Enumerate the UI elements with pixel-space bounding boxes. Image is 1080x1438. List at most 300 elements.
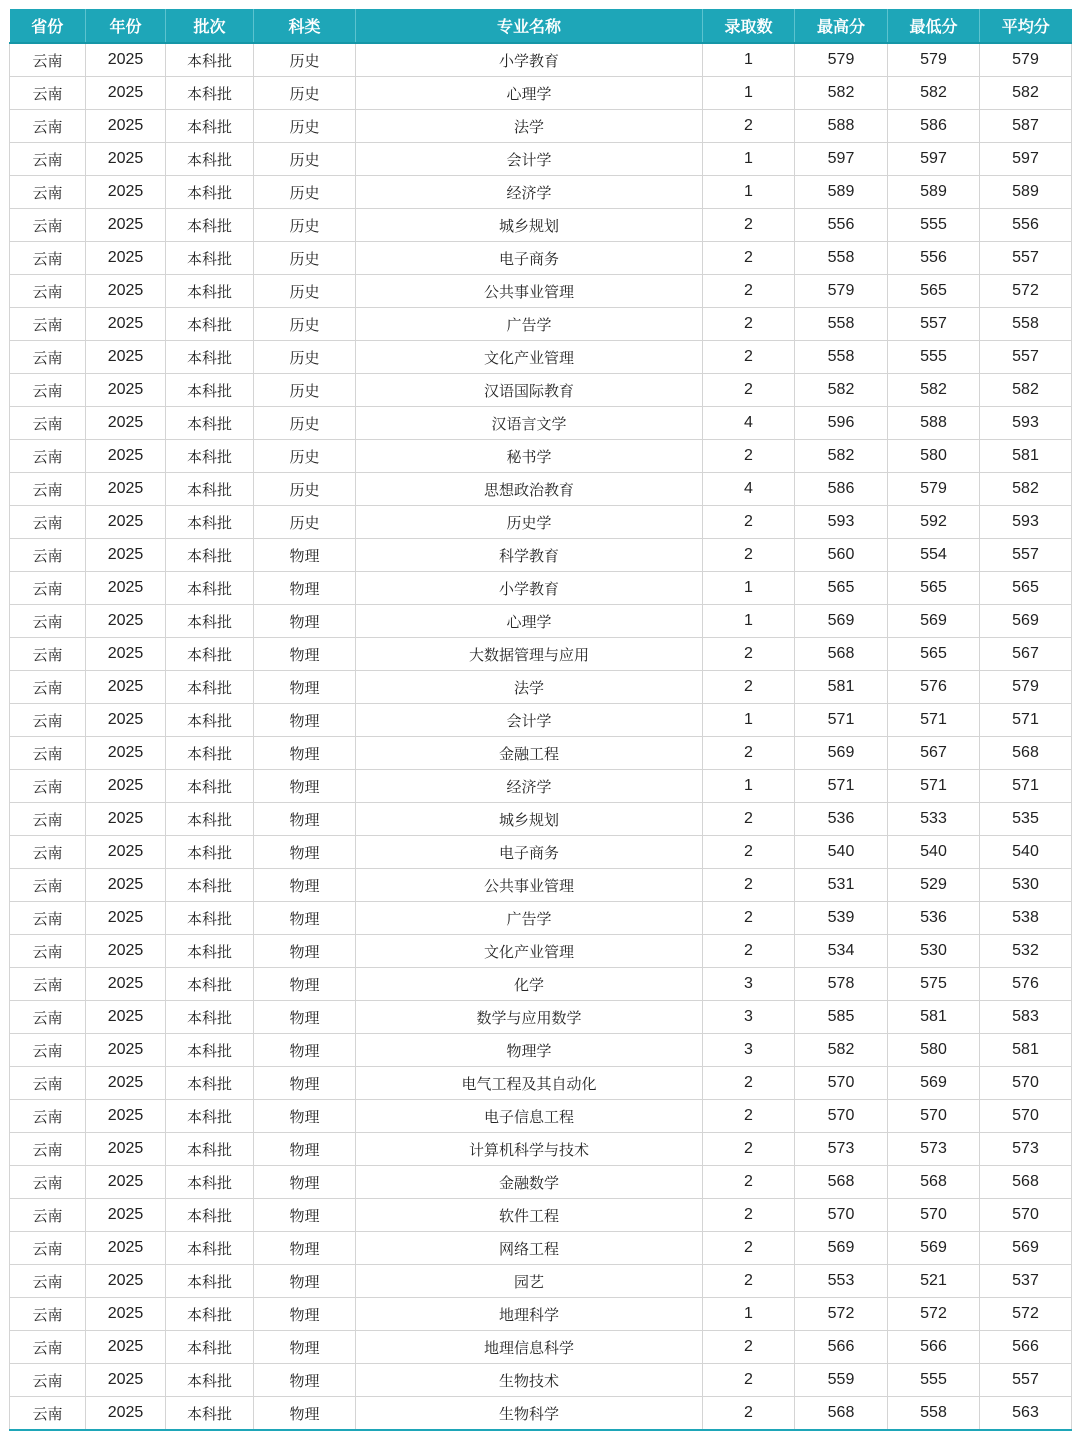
- cell-subject-type: 历史: [254, 407, 356, 440]
- cell-year: 2025: [86, 209, 166, 242]
- cell-subject-type: 物理: [254, 1397, 356, 1431]
- cell-avg-score: 532: [980, 935, 1072, 968]
- cell-batch: 本科批: [166, 110, 254, 143]
- cell-min-score: 554: [888, 539, 980, 572]
- table-row[interactable]: [10, 242, 1072, 275]
- table-row[interactable]: [10, 1067, 1072, 1100]
- table-row[interactable]: [10, 1397, 1072, 1431]
- cell-max-score: 581: [795, 671, 888, 704]
- table-row[interactable]: [10, 1001, 1072, 1034]
- cell-major-name: 广告学: [356, 308, 703, 341]
- cell-province: 云南: [10, 1067, 86, 1100]
- cell-avg-score: 571: [980, 770, 1072, 803]
- table-row[interactable]: [10, 1034, 1072, 1067]
- cell-major-name: 园艺: [356, 1265, 703, 1298]
- cell-batch: 本科批: [166, 1133, 254, 1166]
- cell-admitted-count: 2: [703, 1067, 795, 1100]
- table-row[interactable]: [10, 77, 1072, 110]
- cell-min-score: 580: [888, 1034, 980, 1067]
- header-year[interactable]: 年份: [86, 9, 166, 43]
- cell-province: 云南: [10, 1034, 86, 1067]
- cell-major-name: 地理信息科学: [356, 1331, 703, 1364]
- cell-batch: 本科批: [166, 572, 254, 605]
- cell-avg-score: 569: [980, 1232, 1072, 1265]
- table-row[interactable]: [10, 1199, 1072, 1232]
- table-row[interactable]: [10, 209, 1072, 242]
- cell-max-score: 553: [795, 1265, 888, 1298]
- cell-major-name: 数学与应用数学: [356, 1001, 703, 1034]
- cell-batch: 本科批: [166, 143, 254, 176]
- cell-province: 云南: [10, 1199, 86, 1232]
- cell-admitted-count: 2: [703, 638, 795, 671]
- cell-avg-score: 572: [980, 1298, 1072, 1331]
- cell-province: 云南: [10, 308, 86, 341]
- cell-max-score: 531: [795, 869, 888, 902]
- cell-max-score: 570: [795, 1100, 888, 1133]
- cell-admitted-count: 1: [703, 572, 795, 605]
- cell-subject-type: 物理: [254, 572, 356, 605]
- cell-min-score: 555: [888, 341, 980, 374]
- cell-avg-score: 570: [980, 1199, 1072, 1232]
- cell-min-score: 567: [888, 737, 980, 770]
- table-row[interactable]: [10, 1100, 1072, 1133]
- cell-province: 云南: [10, 1133, 86, 1166]
- cell-subject-type: 物理: [254, 737, 356, 770]
- cell-batch: 本科批: [166, 902, 254, 935]
- cell-year: 2025: [86, 1397, 166, 1431]
- cell-year: 2025: [86, 968, 166, 1001]
- cell-avg-score: 556: [980, 209, 1072, 242]
- cell-year: 2025: [86, 1199, 166, 1232]
- cell-batch: 本科批: [166, 704, 254, 737]
- cell-major-name: 金融工程: [356, 737, 703, 770]
- table-row[interactable]: [10, 572, 1072, 605]
- table-row[interactable]: [10, 341, 1072, 374]
- cell-province: 云南: [10, 1364, 86, 1397]
- cell-avg-score: 582: [980, 473, 1072, 506]
- cell-subject-type: 历史: [254, 473, 356, 506]
- cell-year: 2025: [86, 803, 166, 836]
- cell-subject-type: 历史: [254, 506, 356, 539]
- cell-year: 2025: [86, 143, 166, 176]
- cell-major-name: 网络工程: [356, 1232, 703, 1265]
- table-row[interactable]: [10, 506, 1072, 539]
- header-admitted-count[interactable]: 录取数: [703, 9, 795, 43]
- cell-admitted-count: 2: [703, 275, 795, 308]
- cell-max-score: 568: [795, 1397, 888, 1431]
- cell-max-score: 540: [795, 836, 888, 869]
- cell-major-name: 生物科学: [356, 1397, 703, 1431]
- table-row[interactable]: [10, 176, 1072, 209]
- cell-subject-type: 历史: [254, 374, 356, 407]
- table-row[interactable]: [10, 374, 1072, 407]
- cell-year: 2025: [86, 1265, 166, 1298]
- table-row[interactable]: [10, 1232, 1072, 1265]
- cell-admitted-count: 1: [703, 770, 795, 803]
- cell-max-score: 536: [795, 803, 888, 836]
- cell-max-score: 596: [795, 407, 888, 440]
- cell-min-score: 571: [888, 704, 980, 737]
- cell-province: 云南: [10, 902, 86, 935]
- cell-province: 云南: [10, 605, 86, 638]
- cell-min-score: 570: [888, 1199, 980, 1232]
- cell-subject-type: 物理: [254, 1166, 356, 1199]
- cell-major-name: 电气工程及其自动化: [356, 1067, 703, 1100]
- cell-batch: 本科批: [166, 374, 254, 407]
- cell-max-score: 579: [795, 43, 888, 77]
- cell-year: 2025: [86, 374, 166, 407]
- cell-year: 2025: [86, 539, 166, 572]
- cell-major-name: 化学: [356, 968, 703, 1001]
- admission-score-table-container: [9, 9, 1071, 1431]
- table-row[interactable]: [10, 473, 1072, 506]
- cell-province: 云南: [10, 1001, 86, 1034]
- cell-subject-type: 物理: [254, 902, 356, 935]
- cell-major-name: 思想政治教育: [356, 473, 703, 506]
- cell-major-name: 会计学: [356, 143, 703, 176]
- cell-max-score: 582: [795, 77, 888, 110]
- cell-subject-type: 物理: [254, 935, 356, 968]
- table-row[interactable]: [10, 440, 1072, 473]
- table-row[interactable]: [10, 143, 1072, 176]
- cell-major-name: 经济学: [356, 176, 703, 209]
- cell-subject-type: 物理: [254, 803, 356, 836]
- cell-admitted-count: 1: [703, 605, 795, 638]
- cell-avg-score: 568: [980, 737, 1072, 770]
- cell-min-score: 572: [888, 1298, 980, 1331]
- cell-min-score: 582: [888, 77, 980, 110]
- cell-batch: 本科批: [166, 935, 254, 968]
- cell-major-name: 经济学: [356, 770, 703, 803]
- cell-avg-score: 571: [980, 704, 1072, 737]
- cell-province: 云南: [10, 704, 86, 737]
- cell-major-name: 文化产业管理: [356, 935, 703, 968]
- cell-major-name: 汉语言文学: [356, 407, 703, 440]
- cell-batch: 本科批: [166, 1001, 254, 1034]
- cell-subject-type: 历史: [254, 176, 356, 209]
- cell-year: 2025: [86, 1298, 166, 1331]
- cell-admitted-count: 1: [703, 176, 795, 209]
- cell-major-name: 地理科学: [356, 1298, 703, 1331]
- cell-avg-score: 579: [980, 671, 1072, 704]
- cell-major-name: 秘书学: [356, 440, 703, 473]
- cell-year: 2025: [86, 1034, 166, 1067]
- cell-admitted-count: 3: [703, 968, 795, 1001]
- cell-admitted-count: 2: [703, 935, 795, 968]
- cell-batch: 本科批: [166, 671, 254, 704]
- table-row[interactable]: [10, 539, 1072, 572]
- cell-admitted-count: 2: [703, 1100, 795, 1133]
- cell-year: 2025: [86, 1364, 166, 1397]
- cell-province: 云南: [10, 539, 86, 572]
- cell-max-score: 578: [795, 968, 888, 1001]
- cell-max-score: 582: [795, 440, 888, 473]
- cell-admitted-count: 1: [703, 704, 795, 737]
- cell-batch: 本科批: [166, 605, 254, 638]
- cell-year: 2025: [86, 638, 166, 671]
- cell-max-score: 556: [795, 209, 888, 242]
- cell-max-score: 568: [795, 1166, 888, 1199]
- cell-batch: 本科批: [166, 836, 254, 869]
- cell-min-score: 565: [888, 638, 980, 671]
- cell-avg-score: 557: [980, 1364, 1072, 1397]
- table-row[interactable]: [10, 110, 1072, 143]
- table-row[interactable]: [10, 407, 1072, 440]
- cell-year: 2025: [86, 671, 166, 704]
- header-avg-score[interactable]: 平均分: [980, 9, 1072, 43]
- table-row[interactable]: [10, 43, 1072, 77]
- header-max-score[interactable]: 最高分: [795, 9, 888, 43]
- cell-subject-type: 历史: [254, 143, 356, 176]
- cell-avg-score: 569: [980, 605, 1072, 638]
- cell-year: 2025: [86, 704, 166, 737]
- cell-avg-score: 537: [980, 1265, 1072, 1298]
- cell-province: 云南: [10, 407, 86, 440]
- cell-admitted-count: 2: [703, 1364, 795, 1397]
- cell-year: 2025: [86, 572, 166, 605]
- cell-province: 云南: [10, 143, 86, 176]
- cell-major-name: 计算机科学与技术: [356, 1133, 703, 1166]
- cell-avg-score: 565: [980, 572, 1072, 605]
- cell-max-score: 558: [795, 341, 888, 374]
- cell-batch: 本科批: [166, 341, 254, 374]
- cell-admitted-count: 2: [703, 737, 795, 770]
- table-row[interactable]: [10, 1364, 1072, 1397]
- cell-subject-type: 历史: [254, 341, 356, 374]
- cell-admitted-count: 3: [703, 1034, 795, 1067]
- cell-province: 云南: [10, 1265, 86, 1298]
- cell-max-score: 569: [795, 605, 888, 638]
- cell-major-name: 公共事业管理: [356, 275, 703, 308]
- table-row[interactable]: [10, 836, 1072, 869]
- table-row[interactable]: [10, 935, 1072, 968]
- cell-avg-score: 579: [980, 43, 1072, 77]
- cell-subject-type: 历史: [254, 308, 356, 341]
- header-major-name[interactable]: 专业名称: [356, 9, 703, 43]
- cell-province: 云南: [10, 935, 86, 968]
- cell-avg-score: 557: [980, 242, 1072, 275]
- cell-max-score: 593: [795, 506, 888, 539]
- table-row[interactable]: [10, 737, 1072, 770]
- cell-year: 2025: [86, 737, 166, 770]
- cell-max-score: 560: [795, 539, 888, 572]
- cell-major-name: 汉语国际教育: [356, 374, 703, 407]
- cell-admitted-count: 2: [703, 1265, 795, 1298]
- table-row[interactable]: [10, 1166, 1072, 1199]
- cell-avg-score: 558: [980, 308, 1072, 341]
- cell-avg-score: 587: [980, 110, 1072, 143]
- cell-year: 2025: [86, 77, 166, 110]
- cell-min-score: 533: [888, 803, 980, 836]
- cell-min-score: 588: [888, 407, 980, 440]
- table-row[interactable]: [10, 1133, 1072, 1166]
- table-row[interactable]: [10, 1265, 1072, 1298]
- cell-major-name: 城乡规划: [356, 209, 703, 242]
- cell-year: 2025: [86, 770, 166, 803]
- cell-major-name: 科学教育: [356, 539, 703, 572]
- table-row[interactable]: [10, 1331, 1072, 1364]
- cell-major-name: 金融数学: [356, 1166, 703, 1199]
- cell-major-name: 电子商务: [356, 242, 703, 275]
- cell-subject-type: 物理: [254, 1331, 356, 1364]
- cell-max-score: 568: [795, 638, 888, 671]
- cell-min-score: 529: [888, 869, 980, 902]
- header-subject-type[interactable]: 科类: [254, 9, 356, 43]
- cell-year: 2025: [86, 275, 166, 308]
- cell-major-name: 公共事业管理: [356, 869, 703, 902]
- cell-avg-score: 535: [980, 803, 1072, 836]
- table-row[interactable]: [10, 275, 1072, 308]
- cell-batch: 本科批: [166, 1331, 254, 1364]
- cell-major-name: 软件工程: [356, 1199, 703, 1232]
- table-row[interactable]: [10, 1298, 1072, 1331]
- table-row[interactable]: [10, 638, 1072, 671]
- cell-avg-score: 568: [980, 1166, 1072, 1199]
- cell-major-name: 文化产业管理: [356, 341, 703, 374]
- cell-subject-type: 物理: [254, 539, 356, 572]
- cell-subject-type: 物理: [254, 1199, 356, 1232]
- cell-year: 2025: [86, 935, 166, 968]
- cell-max-score: 570: [795, 1199, 888, 1232]
- cell-admitted-count: 2: [703, 539, 795, 572]
- cell-max-score: 571: [795, 704, 888, 737]
- cell-province: 云南: [10, 473, 86, 506]
- cell-max-score: 582: [795, 1034, 888, 1067]
- cell-subject-type: 物理: [254, 1067, 356, 1100]
- cell-avg-score: 576: [980, 968, 1072, 1001]
- cell-admitted-count: 2: [703, 836, 795, 869]
- cell-province: 云南: [10, 209, 86, 242]
- cell-min-score: 569: [888, 605, 980, 638]
- cell-admitted-count: 2: [703, 1133, 795, 1166]
- cell-subject-type: 物理: [254, 638, 356, 671]
- cell-avg-score: 572: [980, 275, 1072, 308]
- cell-province: 云南: [10, 77, 86, 110]
- table-row[interactable]: [10, 671, 1072, 704]
- table-row[interactable]: [10, 770, 1072, 803]
- table-row[interactable]: [10, 968, 1072, 1001]
- cell-max-score: 573: [795, 1133, 888, 1166]
- cell-admitted-count: 2: [703, 869, 795, 902]
- cell-min-score: 555: [888, 1364, 980, 1397]
- cell-subject-type: 历史: [254, 77, 356, 110]
- cell-min-score: 582: [888, 374, 980, 407]
- cell-province: 云南: [10, 110, 86, 143]
- table-row[interactable]: [10, 902, 1072, 935]
- cell-batch: 本科批: [166, 176, 254, 209]
- cell-batch: 本科批: [166, 968, 254, 1001]
- cell-year: 2025: [86, 110, 166, 143]
- cell-admitted-count: 2: [703, 110, 795, 143]
- cell-admitted-count: 2: [703, 506, 795, 539]
- cell-max-score: 572: [795, 1298, 888, 1331]
- cell-min-score: 575: [888, 968, 980, 1001]
- cell-province: 云南: [10, 374, 86, 407]
- header-batch[interactable]: 批次: [166, 9, 254, 43]
- cell-admitted-count: 2: [703, 374, 795, 407]
- cell-avg-score: 593: [980, 407, 1072, 440]
- cell-max-score: 569: [795, 1232, 888, 1265]
- cell-subject-type: 物理: [254, 1265, 356, 1298]
- cell-min-score: 566: [888, 1331, 980, 1364]
- cell-major-name: 法学: [356, 671, 703, 704]
- cell-batch: 本科批: [166, 242, 254, 275]
- cell-batch: 本科批: [166, 1166, 254, 1199]
- cell-avg-score: 593: [980, 506, 1072, 539]
- cell-subject-type: 物理: [254, 605, 356, 638]
- cell-subject-type: 历史: [254, 275, 356, 308]
- cell-avg-score: 570: [980, 1067, 1072, 1100]
- cell-province: 云南: [10, 275, 86, 308]
- cell-year: 2025: [86, 43, 166, 77]
- cell-max-score: 588: [795, 110, 888, 143]
- cell-min-score: 592: [888, 506, 980, 539]
- table-row[interactable]: [10, 869, 1072, 902]
- cell-batch: 本科批: [166, 209, 254, 242]
- cell-year: 2025: [86, 341, 166, 374]
- cell-min-score: 570: [888, 1100, 980, 1133]
- cell-admitted-count: 1: [703, 1298, 795, 1331]
- cell-province: 云南: [10, 737, 86, 770]
- cell-province: 云南: [10, 770, 86, 803]
- table-row[interactable]: [10, 308, 1072, 341]
- cell-admitted-count: 1: [703, 143, 795, 176]
- cell-subject-type: 物理: [254, 869, 356, 902]
- cell-min-score: 556: [888, 242, 980, 275]
- cell-min-score: 530: [888, 935, 980, 968]
- cell-year: 2025: [86, 902, 166, 935]
- cell-min-score: 580: [888, 440, 980, 473]
- cell-province: 云南: [10, 1232, 86, 1265]
- table-row[interactable]: [10, 605, 1072, 638]
- cell-admitted-count: 2: [703, 242, 795, 275]
- cell-avg-score: 540: [980, 836, 1072, 869]
- cell-year: 2025: [86, 440, 166, 473]
- cell-batch: 本科批: [166, 473, 254, 506]
- cell-admitted-count: 2: [703, 803, 795, 836]
- cell-admitted-count: 2: [703, 1331, 795, 1364]
- cell-year: 2025: [86, 176, 166, 209]
- cell-year: 2025: [86, 1133, 166, 1166]
- cell-subject-type: 物理: [254, 1232, 356, 1265]
- cell-province: 云南: [10, 43, 86, 77]
- cell-min-score: 536: [888, 902, 980, 935]
- cell-max-score: 571: [795, 770, 888, 803]
- cell-batch: 本科批: [166, 1232, 254, 1265]
- cell-max-score: 582: [795, 374, 888, 407]
- cell-min-score: 589: [888, 176, 980, 209]
- table-row[interactable]: [10, 704, 1072, 737]
- cell-min-score: 571: [888, 770, 980, 803]
- table-header-row: [10, 9, 1072, 43]
- cell-year: 2025: [86, 506, 166, 539]
- cell-major-name: 心理学: [356, 77, 703, 110]
- cell-major-name: 会计学: [356, 704, 703, 737]
- cell-min-score: 540: [888, 836, 980, 869]
- cell-major-name: 历史学: [356, 506, 703, 539]
- cell-avg-score: 582: [980, 77, 1072, 110]
- cell-subject-type: 历史: [254, 43, 356, 77]
- cell-avg-score: 597: [980, 143, 1072, 176]
- cell-province: 云南: [10, 1100, 86, 1133]
- header-min-score[interactable]: 最低分: [888, 9, 980, 43]
- cell-batch: 本科批: [166, 869, 254, 902]
- table-row[interactable]: [10, 803, 1072, 836]
- cell-min-score: 568: [888, 1166, 980, 1199]
- header-province[interactable]: 省份: [10, 9, 86, 43]
- cell-avg-score: 582: [980, 374, 1072, 407]
- cell-batch: 本科批: [166, 1100, 254, 1133]
